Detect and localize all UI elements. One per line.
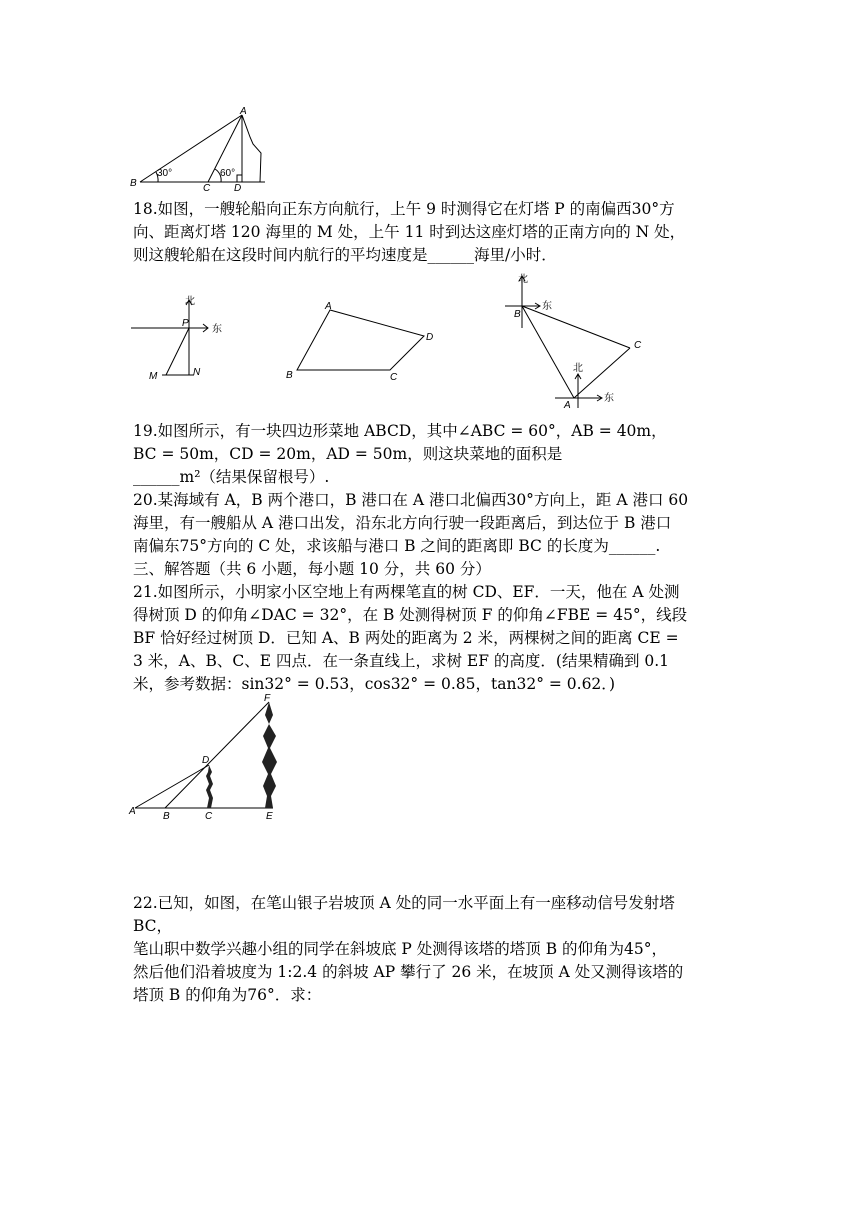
label-P: P: [182, 318, 189, 329]
q22-line-2: BC，: [133, 917, 173, 935]
q18-line-2: 向、距离灯塔 120 海里的 M 处，上午 11 时到达这座灯塔的正南方向的 N 处，: [133, 223, 686, 241]
q21-line-5: 米，参考数据：sin32° = 0.53，cos32° = 0.85，tan32° = 0.62．): [133, 675, 616, 693]
label-M: M: [149, 371, 158, 382]
tree-EF: [262, 702, 277, 808]
q20-line-2: 海里，有一艘船从 A 港口出发，沿东北方向行驶一段距离后，到达位于 B 港口: [133, 514, 672, 532]
label-B: B: [286, 370, 293, 381]
q22-line-1: 22.已知，如图，在笔山银子岩坡顶 A 处的同一水平面上有一座移动信号发射塔: [133, 894, 675, 912]
north-label: 北: [185, 296, 195, 307]
q19-line-1: 19.如图所示，有一块四边形菜地 ABCD，其中∠ABC = 60°，AB = 40m，: [133, 422, 667, 440]
label-C: C: [634, 340, 642, 351]
q21-line-4: 3 米，A、B、C、E 四点．在一条直线上，求树 EF 的高度．(结果精确到 0.1: [133, 652, 670, 670]
label-D: D: [426, 332, 434, 343]
label-A: A: [325, 301, 332, 312]
label-C: C: [205, 811, 213, 822]
east-label-bottom: 东: [604, 393, 614, 404]
label-D: D: [202, 755, 210, 766]
label-B: B: [163, 811, 170, 822]
east-label-top: 东: [542, 301, 552, 312]
section-heading: 三、解答题（共 6 小题，每小题 10 分，共 60 分）: [133, 560, 491, 578]
q21-line-3: BF 恰好经过树顶 D．已知 A、B 两处的距离为 2 米，两棵树之间的距离 CE =: [133, 629, 679, 647]
q21-line-1: 21.如图所示，小明家小区空地上有两棵笔直的树 CD、EF．一天，他在 A 处测: [133, 583, 680, 601]
label-E: E: [266, 811, 273, 822]
q20-line-3: 南偏东75°方向的 C 处，求该船与港口 B 之间的距离即 BC 的长度为______.: [133, 537, 661, 555]
q19-line-3: ______m²（结果保留根号）.: [133, 468, 330, 486]
label-N: N: [193, 367, 201, 378]
angle-60: 60°: [220, 168, 236, 179]
angle-30: 30°: [157, 168, 173, 179]
label-A: A: [240, 106, 247, 117]
q20-line-1: 20.某海域有 A，B 两个港口，B 港口在 A 港口北偏西30°方向上，距 A 港口 60: [133, 491, 689, 509]
tree-CD: [206, 765, 213, 808]
label-B: B: [514, 309, 521, 320]
label-C: C: [203, 183, 211, 194]
q22-line-4: 然后他们沿着坡度为 1:2.4 的斜坡 AP 攀行了 26 米，在坡顶 A 处又测得该塔的: [133, 963, 684, 981]
north-label-bottom: 北: [573, 363, 583, 374]
east-label: 东: [212, 324, 222, 335]
figure-quadrilateral: [282, 298, 442, 383]
q22-line-3: 笔山职中数学兴趣小组的同学在斜坡底 P 处测得该塔的塔顶 B 的仰角为45°，: [133, 940, 668, 958]
q18-line-3: 则这艘轮船在这段时间内航行的平均速度是______海里/小时．: [133, 246, 557, 264]
label-C: C: [390, 372, 398, 383]
q18-line-1: 18.如图，一艘轮船向正东方向航行，上午 9 时测得它在灯塔 P 的南偏西30°方: [133, 200, 675, 218]
figure-trees: [125, 690, 285, 825]
label-A: A: [129, 806, 136, 817]
figure-cliff-triangle: [125, 103, 270, 194]
north-label-top: 北: [518, 274, 528, 285]
label-A: A: [564, 400, 571, 411]
label-F: F: [264, 693, 271, 704]
figure-ship-lighthouse: [128, 295, 228, 383]
q22-line-5: 塔顶 B 的仰角为76°．求：: [133, 986, 322, 1004]
label-D: D: [234, 183, 242, 194]
q21-line-2: 得树顶 D 的仰角∠DAC = 32°，在 B 处测得树顶 F 的仰角∠FBE = 45°，线段: [133, 606, 688, 624]
figure-ports: [500, 268, 640, 410]
q19-line-2: BC = 50m，CD = 20m，AD = 50m，则这块菜地的面积是: [133, 445, 563, 463]
label-B: B: [130, 178, 137, 189]
